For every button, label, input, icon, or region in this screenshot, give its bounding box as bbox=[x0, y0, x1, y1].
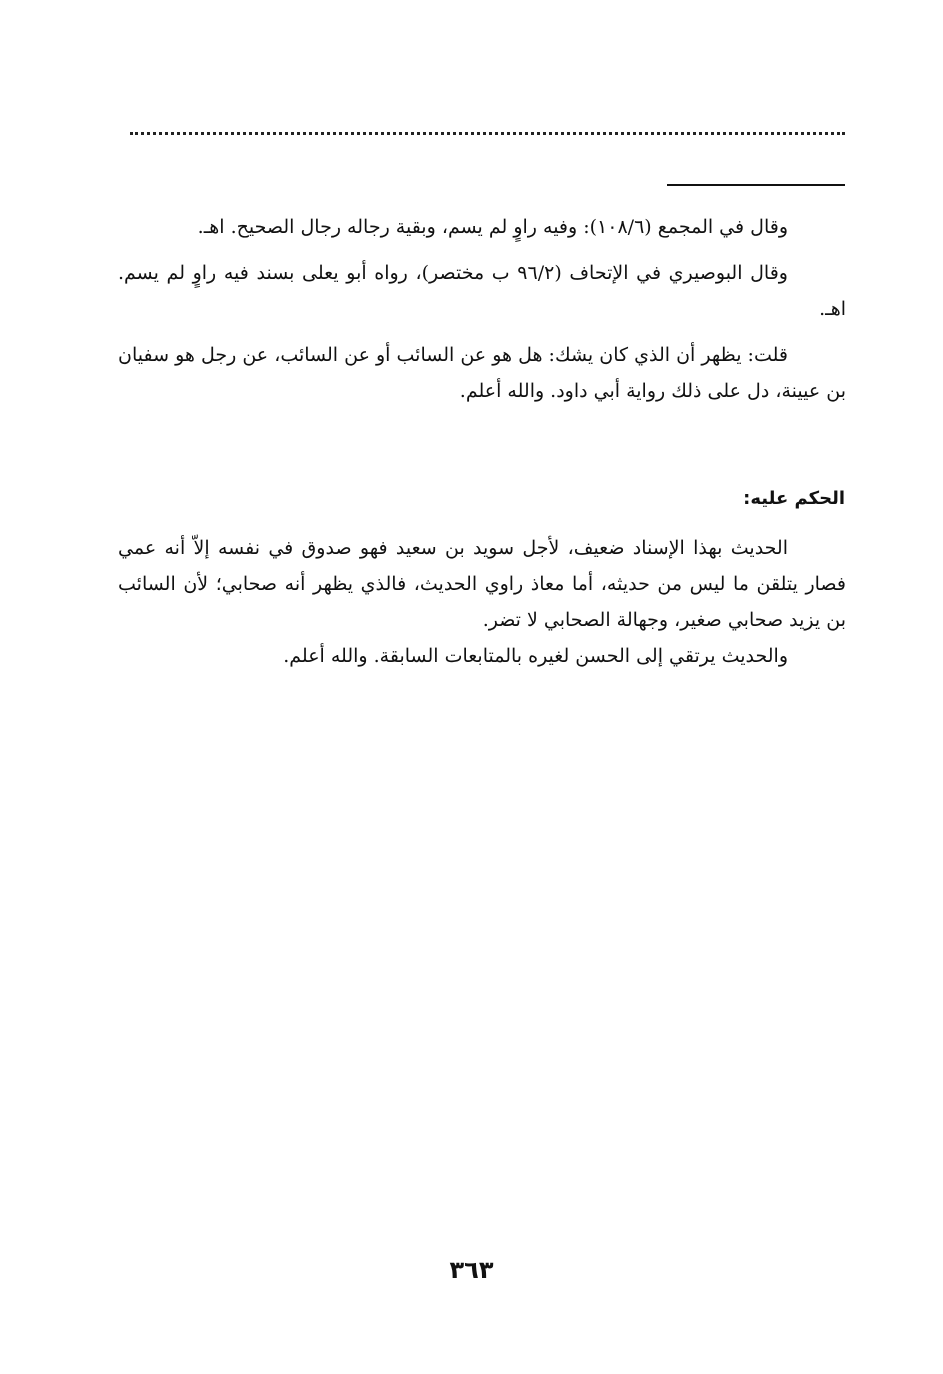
footnotes-section bbox=[118, 209, 846, 419]
page-number: ٣٦٣ bbox=[449, 1256, 494, 1284]
footnote-paragraph: وقال في المجمع (١٠٨/٦): وفيه راوٍ لم يسم، وبقية رجاله رجال الصحيح. اهـ. bbox=[197, 216, 788, 238]
ruling-paragraph: الحديث بهذا الإسناد ضعيف، لأجل سويد بن سعيد فهو صدوق في نفسه إلاّ أنه عمي فصار يتلقن ما ليس من حديثه، أما معاذ راوي الحديث، فالذي يظهر أنه صحابي؛ لأن السائب بن يزيد صحابي صغير، وجهالة الصحابي لا تضر. bbox=[118, 537, 846, 631]
footnote-paragraph: قلت: يظهر أن الذي كان يشك: هل هو عن السائب أو عن السائب، عن رجل هو سفيان بن عيينة، دل على ذلك رواية أبي داود. والله أعلم. bbox=[118, 344, 846, 402]
ruling-section bbox=[118, 530, 846, 674]
dotted-separator bbox=[130, 132, 845, 135]
footnote-paragraph: وقال البوصيري في الإتحاف (٩٦/٢ ب مختصر)، رواه أبو يعلى بسند فيه راوٍ لم يسم. اهـ. bbox=[118, 262, 846, 320]
footnote-rule bbox=[667, 184, 845, 186]
ruling-heading: الحكم عليه: bbox=[743, 488, 845, 509]
ruling-paragraph: والحديث يرتقي إلى الحسن لغيره بالمتابعات السابقة. والله أعلم. bbox=[283, 645, 788, 667]
